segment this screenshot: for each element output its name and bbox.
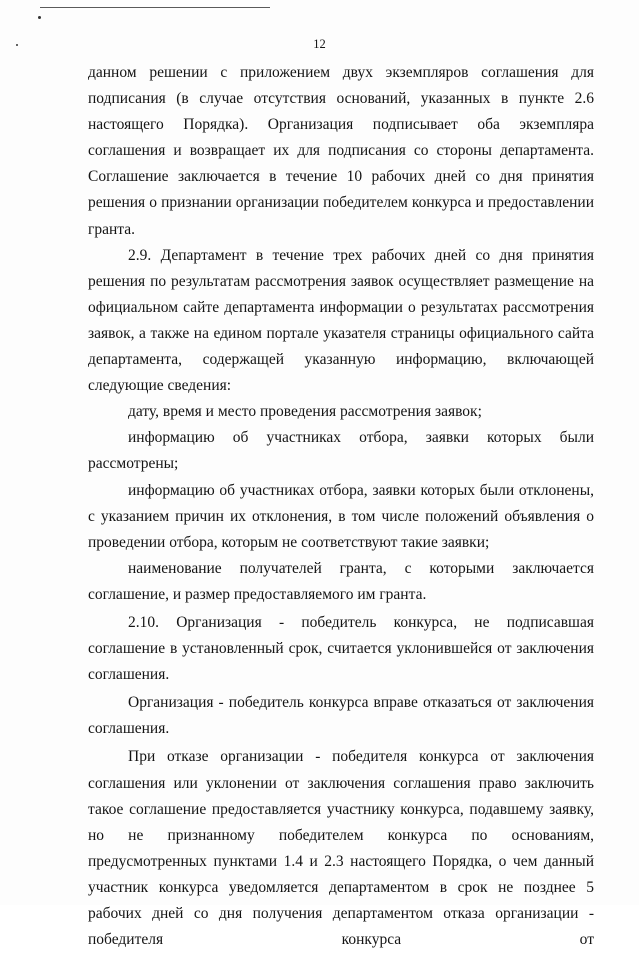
paragraph-continuation: данном решении с приложением двух экземпляров соглашения для подписания (в случае отсутствия оснований, указанных в пункте 2.6 настоящего Порядка). Организация подписывает оба экземпляра соглашения и возвращает их для подписания со стороны департамента. Соглашение заключается в течение 10 рабочих дней со дня принятия решения о признании организации победителем конкурса и предоставлении гранта. [88,64,594,238]
paragraph-refusal-right: Организация - победитель конкурса вправе отказаться от заключения соглашения. [88,694,594,738]
list-item-grant-recipients: наименование получателей гранта, с которыми заключается соглашение, и размер предоставляемого им гранта. [88,559,594,603]
paragraph-2-9: 2.9. Департамент в течение трех рабочих дней со дня принятия решения по результатам рассмотрения заявок осуществляет размещение на официальном сайте департамента информации о результатах рассмотрения заявок, а также на едином портале указателя страницы официального сайта департамента, содержащей указанную информацию, включающей следующие сведения: [88,246,594,395]
scan-edge-line [40,7,270,8]
page-number: 12 [313,37,326,51]
scan-speck [38,16,41,19]
paragraph-2-10: 2.10. Организация - победитель конкурса, не подписавшая соглашение в установленный срок, считается уклонившейся от заключения соглашения. [88,613,594,684]
list-item-reviewed-participants: информацию об участниках отбора, заявки которых были рассмотрены; [88,429,594,473]
list-item-date-time-place: дату, время и место проведения рассмотрения заявок; [128,403,482,421]
list-item-rejected-participants: информацию об участниках отбора, заявки которых были отклонены, с указанием причин их отклонения, в том числе положений объявления о проведении отбора, которым не соответствуют такие заявки; [88,481,594,551]
document-body [88,60,594,953]
paragraph-refusal-procedure: При отказе организации - победителя конкурса от заключения соглашения или уклонении от заключения соглашения право заключить такое соглашение предоставляется участнику конкурса, подавшему заявку, но не признанному победителем конкурса по основаниям, предусмотренных пунктами 1.4 и 2.3 настоящего Порядка, о чем данный участник конкурса уведомляется департаментом в срок не позднее 5 рабочих дней со дня получения департаментом отказа организации - победителя конкурса от [88,748,594,949]
